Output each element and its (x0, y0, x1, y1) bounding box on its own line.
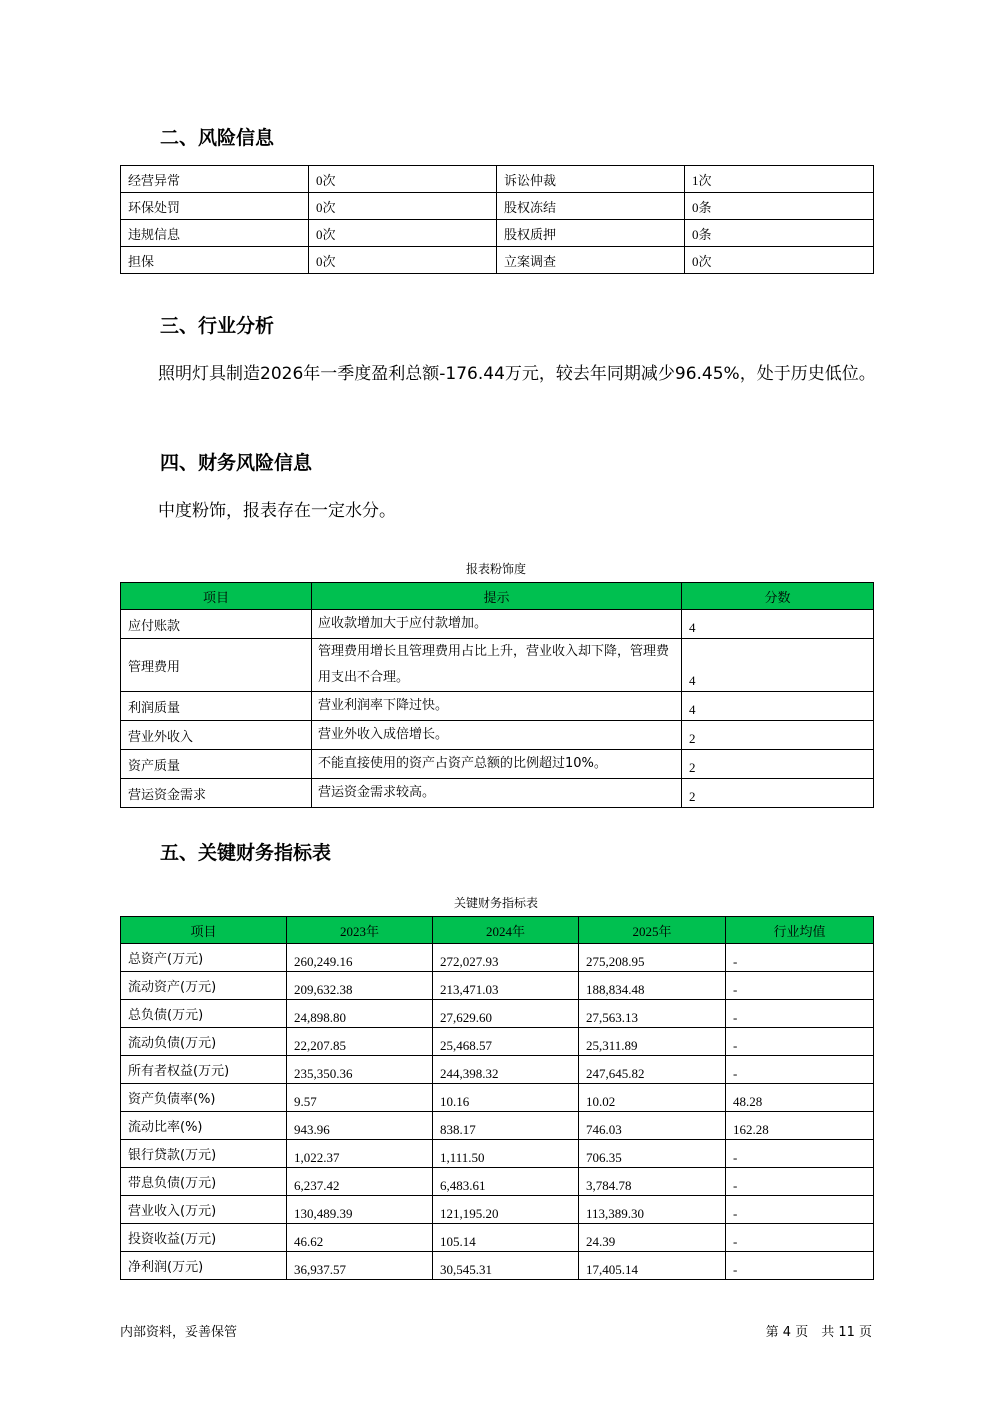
whitewash-table (120, 582, 874, 808)
item-label: 营运资金需求 (121, 779, 312, 808)
metric-value: 943.96 (287, 1112, 433, 1140)
metric-value: 247,645.82 (579, 1056, 726, 1084)
risk-count: 0条 (685, 220, 874, 247)
metric-label: 带息负债(万元) (121, 1168, 287, 1196)
metric-label: 总负债(万元) (121, 1000, 287, 1028)
table-row (121, 1252, 874, 1280)
metric-value: 36,937.57 (287, 1252, 433, 1280)
metric-label: 流动资产(万元) (121, 972, 287, 1000)
metric-value: 235,350.36 (287, 1056, 433, 1084)
footer-page-number: 第 4 页 共 11 页 (765, 1325, 872, 1340)
key-financials-table (120, 916, 874, 1280)
item-label: 资产质量 (121, 750, 312, 779)
table-row (121, 1028, 874, 1056)
table-row (121, 1000, 874, 1028)
risk-item-label: 股权质押 (497, 220, 685, 247)
metric-value: 17,405.14 (579, 1252, 726, 1280)
table-row (121, 692, 874, 721)
metric-value: 10.02 (579, 1084, 726, 1112)
table-row (121, 1056, 874, 1084)
metric-label: 流动负债(万元) (121, 1028, 287, 1056)
table-row (121, 779, 874, 808)
whitewash-table-caption: 报表粉饰度 (465, 562, 526, 576)
table-row (121, 1196, 874, 1224)
key-financials-section-title: 五、关键财务指标表 (160, 842, 332, 864)
table-row (121, 1112, 874, 1140)
hint-text: 管理费用增长且管理费用占比上升，营业收入却下降，管理费用支出不合理。 (312, 639, 682, 692)
risk-item-label: 环保处罚 (121, 193, 309, 220)
metric-value: 24,898.80 (287, 1000, 433, 1028)
metric-value: 6,237.42 (287, 1168, 433, 1196)
metric-value: - (726, 1000, 874, 1028)
column-header: 项目 (121, 583, 312, 610)
footer-confidential-note: 内部资料，妥善保管 (120, 1325, 238, 1340)
metric-value: - (726, 1056, 874, 1084)
item-label: 营业外收入 (121, 721, 312, 750)
metric-label: 资产负债率(%) (121, 1084, 287, 1112)
risk-count: 0次 (685, 247, 874, 274)
metric-value: 260,249.16 (287, 944, 433, 972)
metric-value: 27,563.13 (579, 1000, 726, 1028)
table-row (121, 1084, 874, 1112)
key-financials-caption: 关键财务指标表 (453, 896, 538, 910)
item-label: 管理费用 (121, 639, 312, 692)
table-row (121, 639, 874, 692)
metric-label: 流动比率(%) (121, 1112, 287, 1140)
score-value: 4 (682, 692, 874, 721)
table-row (121, 166, 874, 193)
metric-label: 银行贷款(万元) (121, 1140, 287, 1168)
column-header: 提示 (312, 583, 682, 610)
metric-value: 3,784.78 (579, 1168, 726, 1196)
metric-value: - (726, 944, 874, 972)
risk-section-title: 二、风险信息 (160, 127, 275, 149)
metric-value: 213,471.03 (433, 972, 579, 1000)
industry-analysis-text: 照明灯具制造2026年一季度盈利总额-176.44万元，较去年同期减少96.45%，处于历史低位。 (158, 364, 876, 384)
industry-section-title: 三、行业分析 (160, 315, 275, 337)
hint-text: 不能直接使用的资产占资产总额的比例超过10%。 (312, 750, 682, 779)
score-value: 4 (682, 610, 874, 639)
risk-item-label: 股权冻结 (497, 193, 685, 220)
metric-value: 24.39 (579, 1224, 726, 1252)
table-row (121, 721, 874, 750)
metric-value: 25,311.89 (579, 1028, 726, 1056)
metric-label: 投资收益(万元) (121, 1224, 287, 1252)
hint-text: 营运资金需求较高。 (312, 779, 682, 808)
metric-value: - (726, 1028, 874, 1056)
metric-value: 22,207.85 (287, 1028, 433, 1056)
metric-value: 162.28 (726, 1112, 874, 1140)
item-label: 利润质量 (121, 692, 312, 721)
metric-value: 48.28 (726, 1084, 874, 1112)
risk-item-label: 违规信息 (121, 220, 309, 247)
metric-value: 30,545.31 (433, 1252, 579, 1280)
column-header: 分数 (682, 583, 874, 610)
score-value: 2 (682, 779, 874, 808)
hint-text: 应收款增加大于应付款增加。 (312, 610, 682, 639)
metric-value: - (726, 1140, 874, 1168)
risk-count: 1次 (685, 166, 874, 193)
risk-item-label: 立案调查 (497, 247, 685, 274)
metric-value: - (726, 1224, 874, 1252)
metric-value: 838.17 (433, 1112, 579, 1140)
risk-item-label: 担保 (121, 247, 309, 274)
table-row (121, 750, 874, 779)
metric-value: - (726, 972, 874, 1000)
risk-count: 0次 (309, 193, 497, 220)
score-value: 2 (682, 721, 874, 750)
table-row (121, 193, 874, 220)
metric-value: 6,483.61 (433, 1168, 579, 1196)
metric-value: 121,195.20 (433, 1196, 579, 1224)
table-row (121, 610, 874, 639)
score-value: 2 (682, 750, 874, 779)
metric-value: - (726, 1252, 874, 1280)
metric-value: 272,027.93 (433, 944, 579, 972)
metric-value: 130,489.39 (287, 1196, 433, 1224)
table-row (121, 1140, 874, 1168)
metric-value: 105.14 (433, 1224, 579, 1252)
risk-item-label: 经营异常 (121, 166, 309, 193)
table-row (121, 944, 874, 972)
financial-risk-section-title: 四、财务风险信息 (160, 452, 313, 474)
table-row (121, 972, 874, 1000)
risk-info-table (120, 165, 874, 274)
metric-value: 25,468.57 (433, 1028, 579, 1056)
table-row (121, 1168, 874, 1196)
item-label: 应付账款 (121, 610, 312, 639)
metric-label: 净利润(万元) (121, 1252, 287, 1280)
column-header: 2024年 (433, 917, 579, 944)
risk-count: 0次 (309, 166, 497, 193)
metric-value: 10.16 (433, 1084, 579, 1112)
metric-value: 1,022.37 (287, 1140, 433, 1168)
metric-value: 746.03 (579, 1112, 726, 1140)
metric-value: - (726, 1196, 874, 1224)
metric-value: 244,398.32 (433, 1056, 579, 1084)
metric-value: 113,389.30 (579, 1196, 726, 1224)
metric-value: 275,208.95 (579, 944, 726, 972)
risk-count: 0次 (309, 247, 497, 274)
metric-value: 1,111.50 (433, 1140, 579, 1168)
hint-text: 营业外收入成倍增长。 (312, 721, 682, 750)
metric-value: 9.57 (287, 1084, 433, 1112)
column-header: 行业均值 (726, 917, 874, 944)
metric-value: 46.62 (287, 1224, 433, 1252)
metric-label: 营业收入(万元) (121, 1196, 287, 1224)
score-value: 4 (682, 639, 874, 692)
metric-value: 209,632.38 (287, 972, 433, 1000)
risk-count: 0次 (309, 220, 497, 247)
table-row (121, 220, 874, 247)
column-header: 项目 (121, 917, 287, 944)
metric-value: - (726, 1168, 874, 1196)
metric-value: 27,629.60 (433, 1000, 579, 1028)
risk-count: 0条 (685, 193, 874, 220)
metric-value: 188,834.48 (579, 972, 726, 1000)
risk-item-label: 诉讼仲裁 (497, 166, 685, 193)
financial-risk-text: 中度粉饰，报表存在一定水分。 (158, 501, 396, 521)
metric-label: 总资产(万元) (121, 944, 287, 972)
column-header: 2023年 (287, 917, 433, 944)
metric-label: 所有者权益(万元) (121, 1056, 287, 1084)
hint-text: 营业利润率下降过快。 (312, 692, 682, 721)
metric-value: 706.35 (579, 1140, 726, 1168)
column-header: 2025年 (579, 917, 726, 944)
table-row (121, 247, 874, 274)
table-row (121, 1224, 874, 1252)
